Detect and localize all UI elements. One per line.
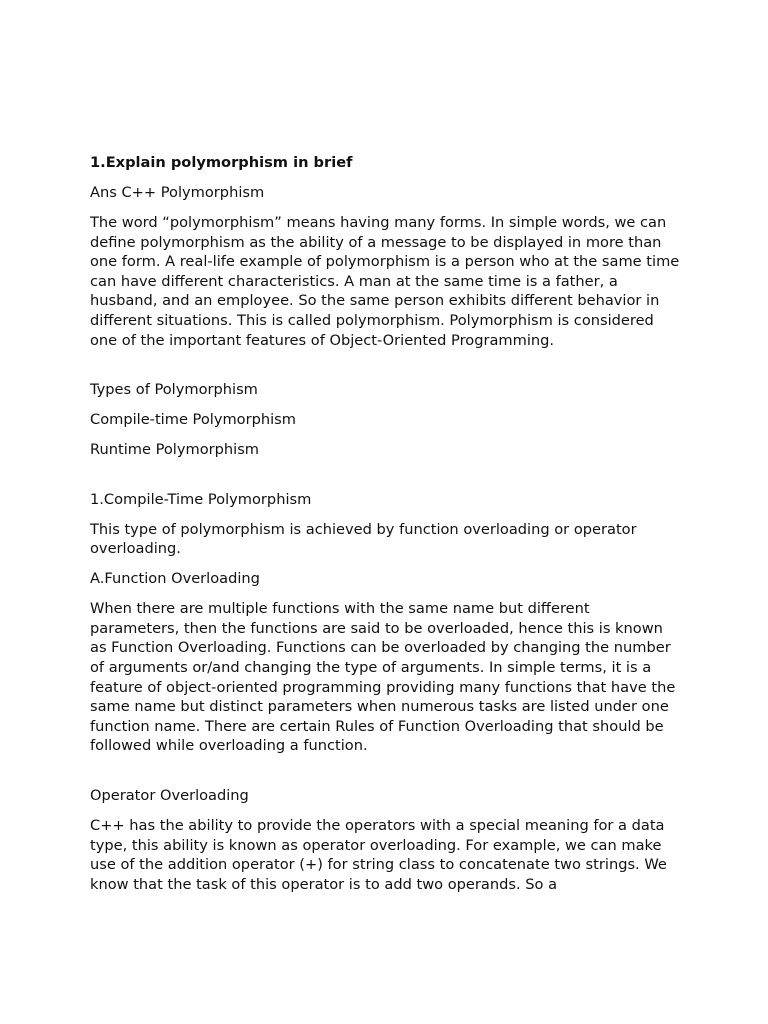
document-page xyxy=(90,153,680,905)
function-overloading-paragraph: When there are multiple functions with the same name but different parameters, then the functions are said to be overloaded, hence this is known as Function Overloading. Functions can be overloaded by changing the number of arguments or/and changing the type of arguments. In simple terms, it is a feature of object-oriented programming providing many functions that have the same name but distinct parameters when numerous tasks are listed under one function name. There are certain Rules of Function Overloading that should be followed while overloading a function. xyxy=(90,600,676,755)
types-heading: Types of Polymorphism xyxy=(90,381,258,399)
spacer xyxy=(90,361,680,381)
question-title: 1.Explain polymorphism in brief xyxy=(90,154,353,171)
intro-paragraph: The word “polymorphism” means having many forms. In simple words, we can define polymorphism as the ability of a message to be displayed in more than one form. A real-life example of polymorphism is a person who at the same time can have different characteristics. A man at the same time is a father, a husband, and an employee. So the same person exhibits different behavior in different situations. This is called polymorphism. Polymorphism is considered one of the important features of Object-Oriented Programming. xyxy=(90,213,680,349)
compile-time-paragraph: This type of polymorphism is achieved by function overloading or operator overloading. xyxy=(90,520,637,558)
operator-overloading-paragraph: C++ has the ability to provide the operators with a special meaning for a data type, this ability is known as operator overloading. For example, we can make use of the addition operator (+) for string class to concatenate two strings. We know that the task of this operator is to add two operands. So a xyxy=(90,816,667,893)
spacer xyxy=(90,470,680,490)
answer-heading: Ans C++ Polymorphism xyxy=(90,183,265,201)
operator-overloading-heading: Operator Overloading xyxy=(90,786,249,804)
type-item-runtime: Runtime Polymorphism xyxy=(90,441,260,459)
type-item-compile-time: Compile-time Polymorphism xyxy=(90,411,296,429)
compile-time-heading: 1.Compile-Time Polymorphism xyxy=(90,490,312,508)
spacer xyxy=(90,766,680,786)
function-overloading-heading: A.Function Overloading xyxy=(90,570,260,588)
